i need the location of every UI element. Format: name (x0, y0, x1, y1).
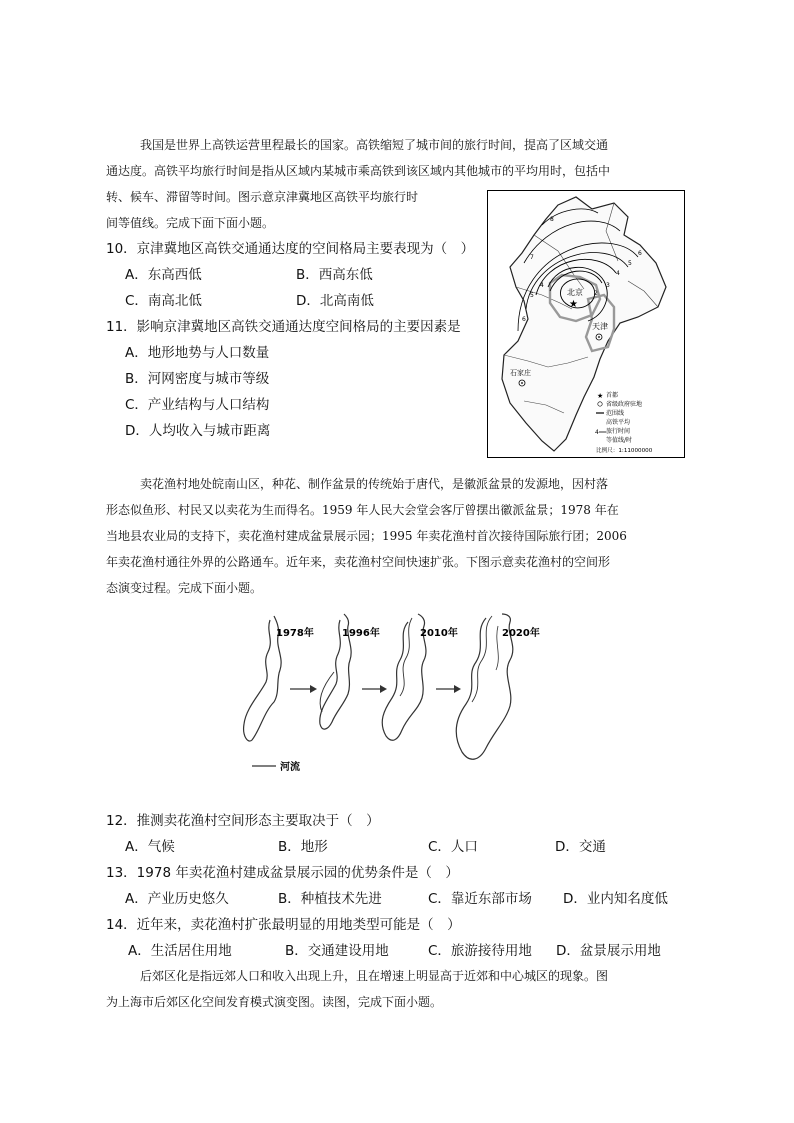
contour-label: 5 (628, 260, 632, 267)
legend-provincial: 省级政府驻地 (606, 401, 643, 408)
question-14-stem: 14．近年来，卖花渔村扩张最明显的用地类型可能是（ ） (106, 917, 461, 933)
question-11-option-c[interactable]: C．产业结构与人口结构 (125, 397, 270, 413)
question-14-option-d[interactable]: D．盆景展示用地 (556, 943, 661, 959)
capital-star-icon: ★ (569, 299, 578, 310)
village-2020-river-icon (472, 616, 492, 702)
year-label-2020: 2020年 (502, 628, 540, 639)
passage1-line-2: 通达度。高铁平均旅行时间是指从区域内某城市乘高铁到该区域内其他城市的平均用时，包括中 (106, 164, 611, 178)
passage2-line-3: 当地县农业局的支持下，卖花渔村建成盆景展示园；1995 年卖花渔村首次接待国际旅行团；2006 (106, 529, 627, 543)
question-14-option-c[interactable]: C．旅游接待用地 (428, 943, 532, 959)
contour-label: 6 (522, 316, 526, 323)
legend-capital-icon: ★ (597, 392, 604, 400)
question-11-option-d[interactable]: D．人均收入与城市距离 (125, 423, 271, 439)
year-label-1978: 1978年 (276, 628, 314, 639)
shijiazhuang-label: 石家庄 (510, 369, 531, 377)
question-10-option-d[interactable]: D．北高南低 (296, 293, 374, 309)
village-evolution-figure (240, 612, 550, 774)
passage2-line-2: 形态似鱼形、村民又以卖花为生而得名。1959 年人民大会堂会客厅曾摆出徽派盆景；1978 年在 (106, 503, 619, 517)
contour-label: 7 (530, 254, 534, 261)
question-11-option-a[interactable]: A．地形地势与人口数量 (125, 345, 270, 361)
question-14-option-b[interactable]: B．交通建设用地 (285, 943, 389, 959)
question-11-stem: 11．影响京津冀地区高铁交通通达度空间格局的主要因素是 (106, 319, 461, 335)
legend-isochrone-num: 4 (595, 429, 599, 436)
passage1-line-1: 我国是世界上高铁运营里程最长的国家。高铁缩短了城市间的旅行时间，提高了区域交通 (140, 138, 609, 152)
beijing-label: 北京 (567, 288, 583, 297)
legend-isochrone-3: 等值线/时 (606, 437, 633, 444)
question-10-option-b[interactable]: B．西高东低 (296, 267, 373, 283)
contour-label: 8 (550, 216, 554, 223)
question-12-stem: 12．推测卖花渔村空间形态主要取决于（ ） (106, 813, 380, 829)
year-label-1996: 1996年 (342, 628, 380, 639)
question-12-option-d[interactable]: D．交通 (555, 839, 606, 855)
question-11-option-b[interactable]: B．河网密度与城市等级 (125, 371, 270, 387)
contour-label: 2 (594, 290, 598, 297)
question-14-option-a[interactable]: A．生活居住用地 (128, 943, 232, 959)
arrow-3-head-icon (454, 685, 461, 693)
contour-label: 3 (606, 282, 610, 289)
question-13-stem: 13．1978 年卖花渔村建成盆景展示园的优势条件是（ ） (106, 865, 459, 881)
legend-capital: 首都 (606, 392, 619, 399)
legend-provincial-icon (598, 402, 602, 406)
tianjin-label: 天津 (592, 322, 608, 331)
passage2-line-1: 卖花渔村地处皖南山区，种花、制作盆景的传统始于唐代，是徽派盆景的发源地，因村落 (140, 477, 609, 491)
contour-label: 6 (638, 250, 642, 257)
legend-isochrone-1: 高铁平均 (606, 419, 631, 426)
jingjinji-map-figure (487, 190, 685, 458)
legend-boundary: 范围线 (606, 410, 625, 417)
question-13-option-b[interactable]: B．种植技术先进 (278, 891, 382, 907)
passage1-line-4: 间等值线。完成下面下面小题。 (106, 216, 275, 230)
passage3-line-2: 为上海市后郊区化空间发育模式演变图。读图，完成下面小题。 (106, 995, 443, 1009)
arrow-1-head-icon (310, 685, 317, 693)
question-10-option-c[interactable]: C．南高北低 (125, 293, 202, 309)
river-legend-label: 河流 (280, 762, 300, 773)
passage1-line-3: 转、候车、滞留等时间。图示意京津冀地区高铁平均旅行时 (106, 190, 419, 204)
passage2-line-5: 态演变过程。完成下面小题。 (106, 581, 263, 595)
village-evolution-svg (240, 612, 550, 774)
contour-label: 4 (540, 282, 544, 289)
village-2020-inner (496, 626, 498, 670)
contour-label: 5 (530, 292, 534, 299)
passage2-line-4: 年卖花渔村通往外界的公路通车。近年来，卖花渔村空间快速扩张。下图示意卖花渔村的空间形 (106, 555, 611, 569)
region-boundary (502, 197, 666, 451)
question-12-option-c[interactable]: C．人口 (428, 839, 478, 855)
question-13-option-a[interactable]: A．产业历史悠久 (125, 891, 229, 907)
question-12-option-b[interactable]: B．地形 (278, 839, 328, 855)
year-label-2010: 2010年 (420, 628, 458, 639)
passage3-line-1: 后郊区化是指远郊人口和收入出现上升，且在增速上明显高于近郊和中心城区的现象。图 (140, 969, 609, 983)
question-13-option-c[interactable]: C．靠近东部市场 (428, 891, 532, 907)
map-scale: 比例尺：1:11000000 (596, 448, 653, 454)
legend-isochrone-2: 旅行时间 (606, 428, 631, 435)
question-10-stem: 10．京津冀地区高铁交通通达度的空间格局主要表现为（ ） (106, 241, 475, 257)
question-13-option-d[interactable]: D．业内知名度低 (563, 891, 668, 907)
question-10-option-a[interactable]: A．东高西低 (125, 267, 202, 283)
contour-label: 4 (616, 270, 620, 277)
arrow-2-head-icon (380, 685, 387, 693)
jingjinji-map-svg (488, 191, 684, 457)
question-12-option-a[interactable]: A．气候 (125, 839, 175, 855)
